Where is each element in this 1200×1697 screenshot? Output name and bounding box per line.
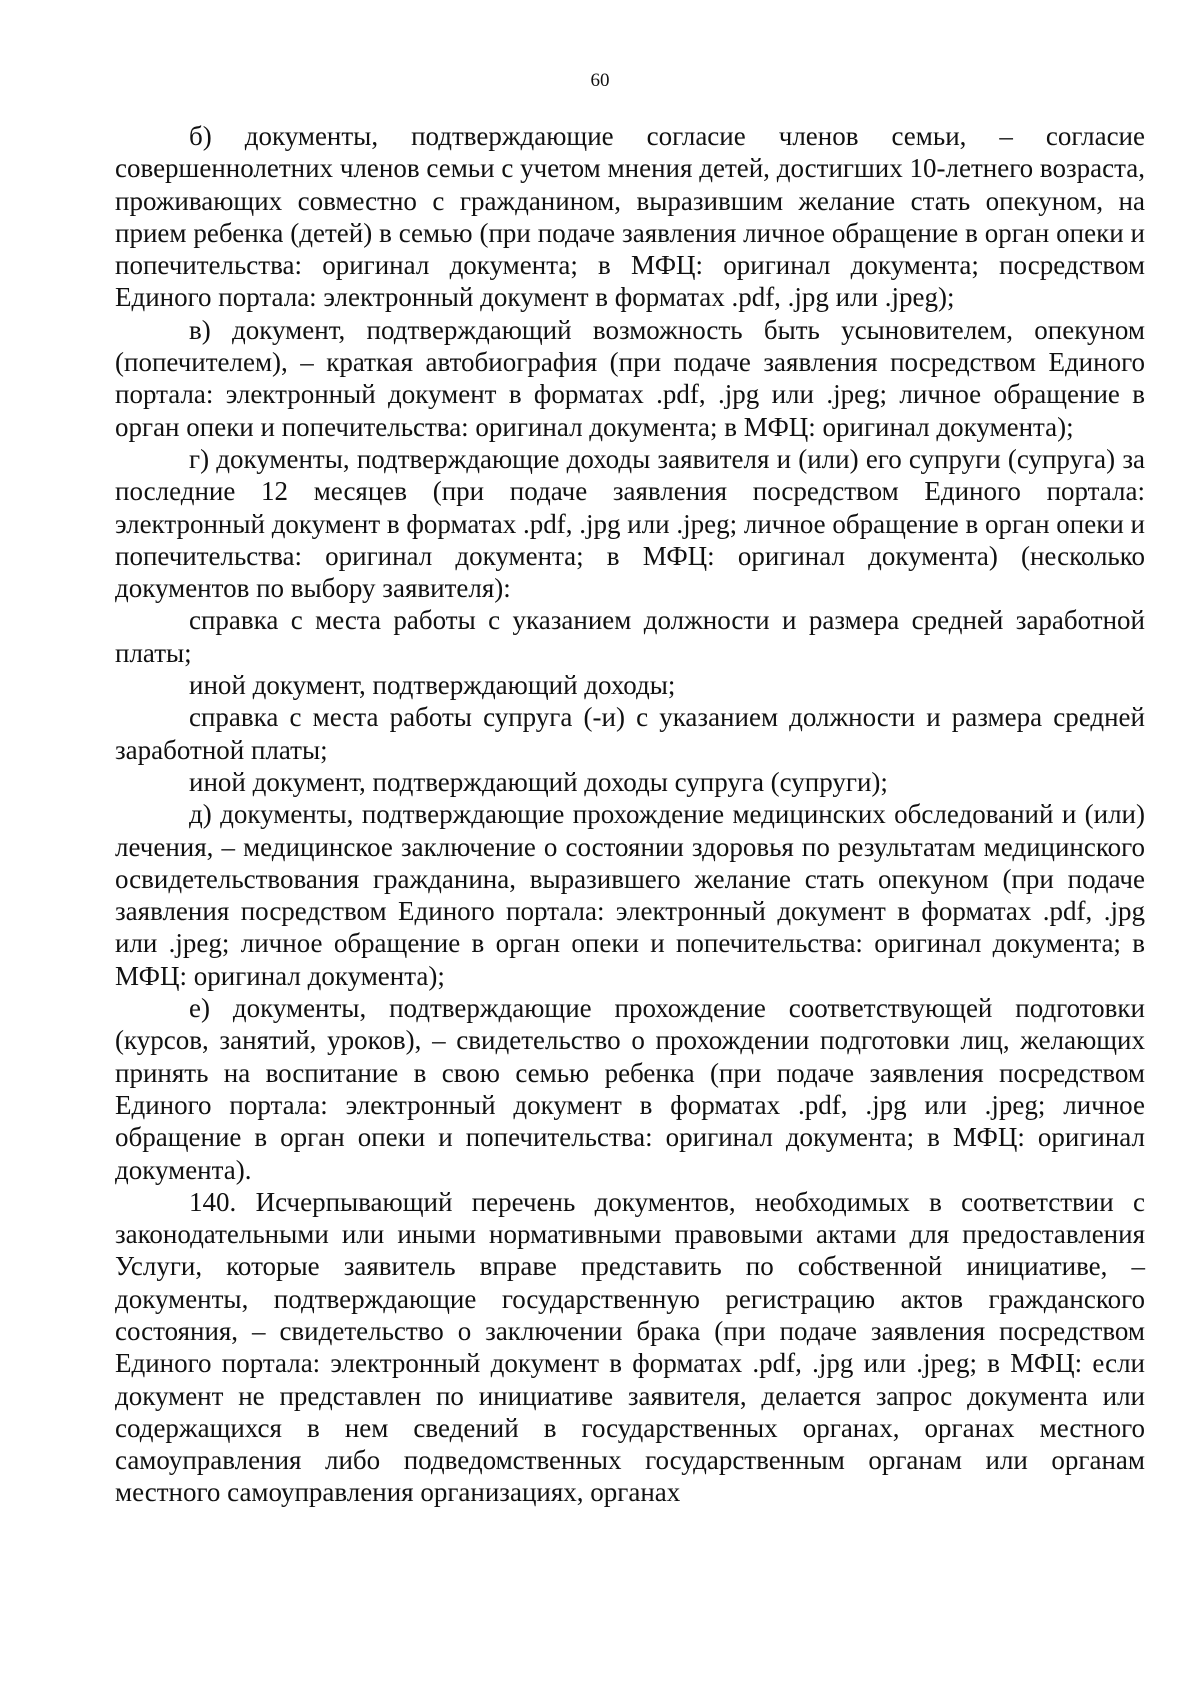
list-item-other-income-document: иной документ, подтверждающий доходы; — [189, 670, 676, 701]
paragraph-e-training-documents: е) документы, подтверждающие прохождение соответствующей подготовки (курсов, занятий, уроков), – свидетельство о прохождении подготовки лиц, желающих принять на воспитание в свою семью ребенка (при подаче заявления посредством Единого портала: электронный документ в форматах .pdf, .jpg или .jpeg; личное обращение в орган опеки и попечительства: оригинал документа; в МФЦ: оригинал документа). — [115, 993, 1145, 1185]
page-number: 60 — [590, 70, 610, 91]
paragraph-v-autobiography: в) документ, подтверждающий возможность быть усыновителем, опекуном (попечителем), – краткая автобиография (при подаче заявления посредством Единого портала: электронный документ в форматах .pdf, .jpg или .jpeg; личное обращение в орган опеки и попечительства: оригинал документа; в МФЦ: оригинал документа); — [115, 314, 1145, 442]
list-item-spouse-income-document: иной документ, подтверждающий доходы супруга (супруги); — [189, 766, 888, 797]
document-body — [115, 120, 1145, 1509]
paragraph-d-medical-documents: д) документы, подтверждающие прохождение медицинских обследований и (или) лечения, – медицинское заключение о состоянии здоровья по результатам медицинского освидетельствования гражданина, выразившего желание стать опекуном (при подаче заявления посредством Единого портала: электронный документ в форматах .pdf, .jpg или .jpeg; личное обращение в орган опеки и попечительства: оригинал документа; в МФЦ: оригинал документа); — [115, 799, 1145, 991]
list-item-work-certificate: справка с места работы с указанием должности и размера средней заработной платы; — [115, 605, 1145, 668]
paragraph-b-family-consent: б) документы, подтверждающие согласие членов семьи, – согласие совершеннолетних членов семьи с учетом мнения детей, достигших 10-летнего возраста, проживающих совместно с гражданином, выразившим желание стать опекуном, на прием ребенка (детей) в семью (при подаче заявления личное обращение в орган опеки и попечительства: оригинал документа; в МФЦ: оригинал документа; посредством Единого портала: электронный документ в форматах .pdf, .jpg или .jpeg); — [115, 121, 1145, 313]
paragraph-140-document-list: 140. Исчерпывающий перечень документов, необходимых в соответствии с законодательными или иными нормативными правовыми актами для предоставления Услуги, которые заявитель вправе представить по собственной инициативе, – документы, подтверждающие государственную регистрацию актов гражданского состояния, – свидетельство о заключении брака (при подаче заявления посредством Единого портала: электронный документ в форматах .pdf, .jpg или .jpeg; в МФЦ: если документ не представлен по инициативе заявителя, делается запрос документа или содержащихся в нем сведений в государственных органах, органах местного самоуправления либо подведомственных государственным органам или органам местного самоуправления организациях, органах — [115, 1186, 1145, 1508]
paragraph-g-income-documents: г) документы, подтверждающие доходы заявителя и (или) его супруги (супруга) за последние 12 месяцев (при подаче заявления посредством Единого портала: электронный документ в форматах .pdf, .jpg или .jpeg; личное обращение в орган опеки и попечительства: оригинал документа; в МФЦ: оригинал документа) (несколько документов по выбору заявителя): — [115, 443, 1145, 604]
list-item-spouse-work-certificate: справка с места работы супруга (-и) с указанием должности и размера средней заработной платы; — [115, 702, 1145, 765]
